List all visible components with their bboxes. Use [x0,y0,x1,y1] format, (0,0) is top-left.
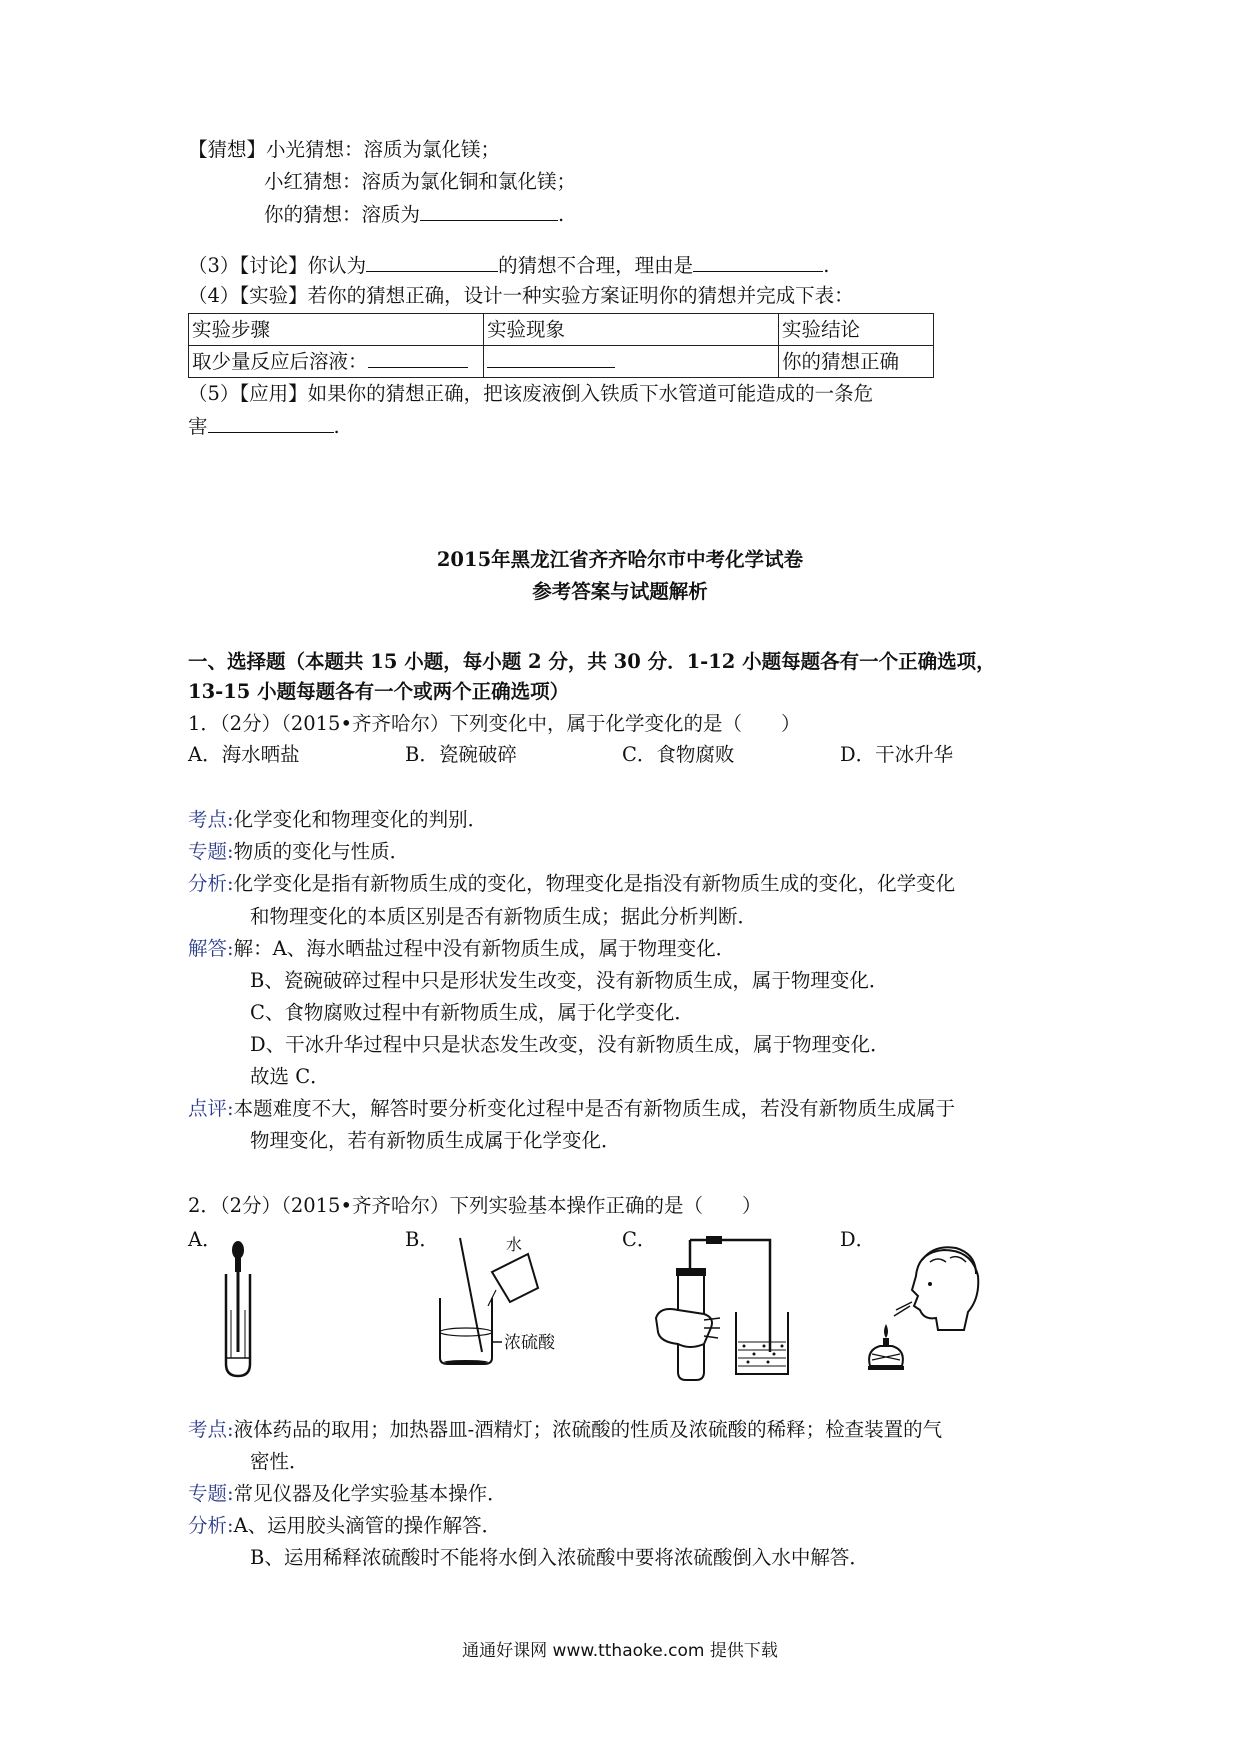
acid-label: 浓硫酸 [504,1333,555,1353]
q1-option-b: B．瓷碗破碎 [405,743,517,766]
alcohol-lamp-blowing-figure [860,1240,990,1380]
q1-dianping-cont: 物理变化，若有新物质生成属于化学变化． [250,1129,621,1152]
page-footer: 通通好课网 www.tthaoke.com 提供下载 [462,1641,778,1661]
q2-fenxi: 分析:A、运用胶头滴管的操作解答． [188,1514,502,1537]
q2-option-a: A． [188,1228,222,1251]
answer-title: 2015年黑龙江省齐齐哈尔市中考化学试卷 [436,548,804,571]
guess-line-3: 你的猜想：溶质为 . [264,200,564,229]
q1-dianping: 点评:本题难度不大，解答时要分析变化过程中是否有新物质生成，若没有新物质生成属于 [188,1097,956,1120]
q2-option-b: B． [405,1228,439,1251]
airtightness-check-figure [650,1232,800,1382]
q1-jieda-answer: 故选 C． [250,1065,330,1088]
q2-kaodian-cont: 密性． [250,1450,309,1473]
cell-step: 取少量反应后溶液： [189,346,484,378]
q2-option-d: D． [840,1228,876,1251]
q2-kaodian: 考点:液体药品的取用；加热器皿-酒精灯；浓硫酸的性质及浓硫酸的稀释；检查装置的气 [188,1418,943,1441]
header-phenomenon: 实验现象 [484,314,779,346]
water-label: 水 [506,1235,523,1254]
cell-phenomenon [484,346,779,378]
q1-option-a: A．海水晒盐 [188,743,300,766]
guess-answer-blank[interactable] [420,200,558,221]
apply-line-1: （5）【应用】如果你的猜想正确，把该废液倒入铁质下水管道可能造成的一条危 [188,382,874,405]
guess-prompt: 你的猜想：溶质为 [264,203,421,226]
section-heading-line-1: 一、选择题（本题共 15 小题，每小题 2 分，共 30 分．1-12 小题每题各有一个正确选项， [188,650,996,673]
q1-jieda: 解答:解：A、海水晒盐过程中没有新物质生成，属于物理变化． [188,937,736,960]
phenomenon-blank[interactable] [487,347,615,368]
experiment-table [188,313,934,378]
table-row [189,346,934,378]
discuss-line: （3）【讨论】你认为 的猜想不合理，理由是 . [188,251,829,280]
discuss-reason-blank[interactable] [693,251,823,272]
q1-option-c: C．食物腐败 [622,743,735,766]
guess-line-1: 【猜想】小光猜想：溶质为氯化镁； [188,138,501,161]
q1-stem: 1．（2分）（2015•齐齐哈尔）下列变化中，属于化学变化的是（ ） [188,712,801,735]
apply-line-2: 害 . [188,412,340,441]
q1-fenxi-cont: 和物理变化的本质区别是否有新物质生成；据此分析判断． [250,905,758,928]
table-row [189,314,934,346]
q1-option-d: D．干冰升华 [840,743,954,766]
header-step: 实验步骤 [189,314,484,346]
q1-jieda-c: C、食物腐败过程中有新物质生成，属于化学变化． [250,1001,694,1024]
q2-zhuanti: 专题:常见仪器及化学实验基本操作． [188,1482,507,1505]
section-heading-line-2: 13-15 小题每题各有一个或两个正确选项） [188,680,570,703]
q1-kaodian: 考点:化学变化和物理变化的判别． [188,808,488,831]
q1-zhuanti: 专题:物质的变化与性质． [188,840,410,863]
q1-jieda-b: B、瓷碗破碎过程中只是形状发生改变，没有新物质生成，属于物理变化． [250,969,889,992]
answer-subtitle: 参考答案与试题解析 [532,580,708,603]
apply-blank[interactable] [208,412,334,433]
q2-option-c: C． [622,1228,657,1251]
step-blank[interactable] [368,347,468,368]
header-conclusion: 实验结论 [779,314,934,346]
q2-stem: 2．（2分）（2015•齐齐哈尔）下列实验基本操作正确的是（ ） [188,1194,762,1217]
discuss-who-blank[interactable] [366,251,498,272]
experiment-intro: （4）【实验】若你的猜想正确，设计一种实验方案证明你的猜想并完成下表： [188,284,854,307]
acid-dilution-figure [430,1232,570,1372]
dropper-in-tube-figure [218,1240,258,1380]
q1-fenxi: 分析:化学变化是指有新物质生成的变化，物理变化是指没有新物质生成的变化，化学变化 [188,872,956,895]
cell-conclusion: 你的猜想正确 [779,346,934,378]
q1-jieda-d: D、干冰升华过程中只是状态发生改变，没有新物质生成，属于物理变化． [250,1033,890,1056]
guess-line-2: 小红猜想：溶质为氯化铜和氯化镁； [264,170,577,193]
q2-fenxi-b: B、运用稀释浓硫酸时不能将水倒入浓硫酸中要将浓硫酸倒入水中解答． [250,1546,869,1569]
